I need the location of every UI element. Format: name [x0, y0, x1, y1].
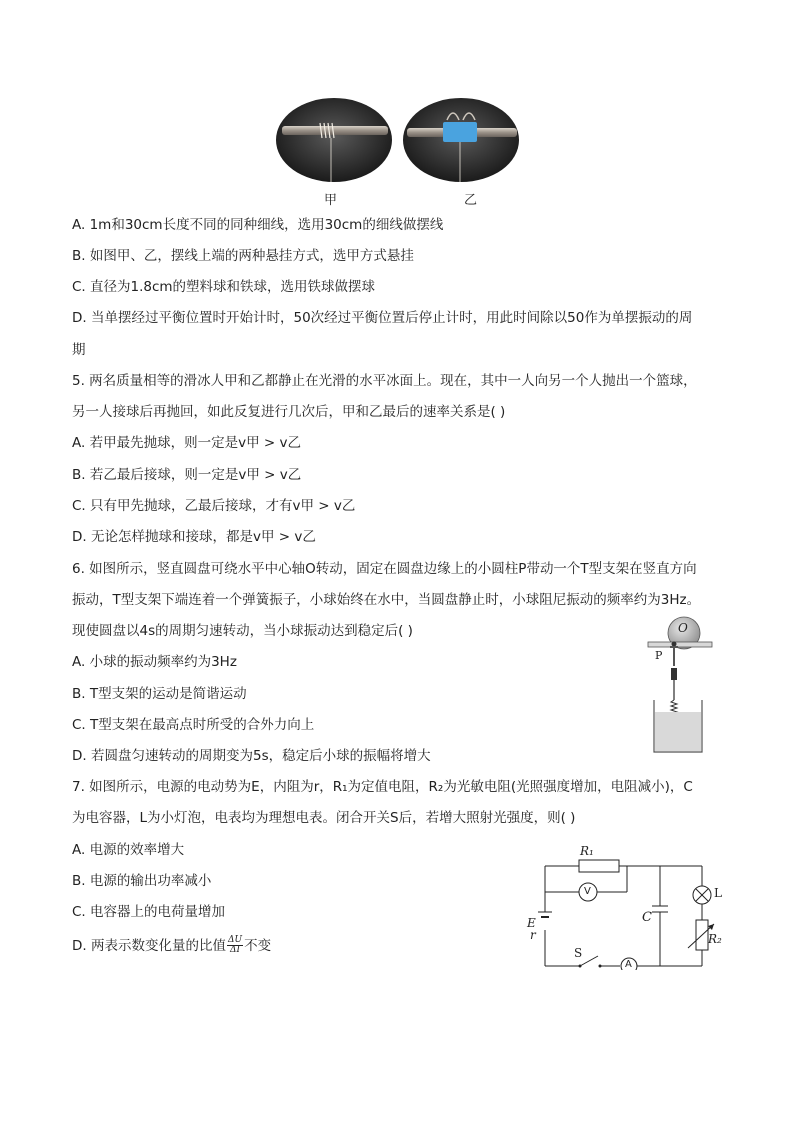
q7-circuit: [524, 844, 734, 970]
q7-stem-line2: 为电容器，L为小灯泡，电表均为理想电表。闭合开关S后，若增大照射光强度，则( ): [72, 810, 576, 826]
label-A: A: [625, 959, 632, 970]
q5-option-b: B. 若乙最后接球，则一定是v甲 > v乙: [72, 467, 302, 483]
q7-option-d: [72, 936, 271, 955]
label-V: V: [584, 886, 591, 897]
label-R2: R₂: [708, 932, 722, 946]
label-O: O: [678, 621, 688, 635]
q5-option-d: D. 无论怎样抛球和接球，都是v甲 > v乙: [72, 529, 316, 545]
q6-stem-line3: 现使圆盘以4s的周期匀速转动，当小球振动达到稳定后( ): [72, 623, 413, 639]
q6-stem-line2: 振动，T型支架下端连着一个弹簧振子，小球始终在水中，当圆盘静止时，小球阻尼振动的频率约为3Hz。: [72, 592, 701, 608]
q4-option-c: C. 直径为1.8cm的塑料球和铁球，选用铁球做摆球: [72, 279, 376, 295]
label-E: E: [527, 916, 536, 930]
q6-option-b: B. T型支架的运动是简谐运动: [72, 686, 247, 702]
support-bar: [648, 642, 712, 647]
figure-caption-yi: 乙: [464, 193, 478, 208]
q7-option-d-fraction: [227, 936, 243, 955]
label-C: C: [642, 910, 652, 925]
q7-option-d-suffix: 不变: [244, 937, 272, 954]
q5-stem-line1: 5. 两名质量相等的滑冰人甲和乙都静止在光滑的水平冰面上。现在，其中一人向另一个人抛出一个篮球，: [72, 373, 697, 389]
q5-option-a: A. 若甲最先抛球，则一定是v甲 > v乙: [72, 435, 301, 451]
q6-option-c: C. T型支架在最高点时所受的合外力向上: [72, 717, 315, 733]
q4-option-d-line2: 期: [72, 342, 86, 358]
q4-option-d-line1: D. 当单摆经过平衡位置时开始计时，50次经过平衡位置后停止计时，用此时间除以50作为单摆振动的周: [72, 310, 693, 326]
q7-option-c: C. 电容器上的电荷量增加: [72, 904, 226, 920]
q6-figure: [644, 616, 716, 756]
q7-option-d-prefix: D. 两表示数变化量的比值: [72, 937, 226, 954]
label-P: P: [655, 649, 663, 662]
figure-caption-jia: 甲: [324, 193, 338, 208]
label-R1: R₁: [580, 844, 594, 858]
figure-photo-jia: [276, 98, 392, 182]
q7-stem-line1: 7. 如图所示，电源的电动势为E，内阻为r，R₁为定值电阻，R₂为光敏电阻(光照强度增加，电阻减小)，C: [72, 779, 693, 795]
fraction-denominator: ΔI: [230, 945, 241, 955]
figure-photo-yi: [403, 98, 519, 182]
q6-option-d: D. 若圆盘匀速转动的周期变为5s，稳定后小球的振幅将增大: [72, 748, 431, 764]
q5-option-c: C. 只有甲先抛球，乙最后接球，才有v甲 > v乙: [72, 498, 356, 514]
q6-stem-line1: 6. 如图所示，竖直圆盘可绕水平中心轴O转动，固定在圆盘边缘上的小圆柱P带动一个T型支架在竖直方向: [72, 561, 697, 577]
fraction-numerator: ΔU: [227, 935, 243, 945]
label-L: L: [714, 886, 722, 900]
label-S: S: [574, 946, 583, 960]
q7-option-b: B. 电源的输出功率减小: [72, 873, 212, 889]
resistor-R1: [579, 860, 619, 872]
q4-option-a: A. 1m和30cm长度不同的同种细线，选用30cm的细线做摆线: [72, 217, 444, 233]
q5-stem-line2: 另一人接球后再抛回，如此反复进行几次后，甲和乙最后的速率关系是( ): [72, 404, 506, 420]
q6-option-a: A. 小球的振动频率约为3Hz: [72, 654, 237, 670]
label-r: r: [530, 928, 536, 942]
q4-option-b: B. 如图甲、乙，摆线上端的两种悬挂方式，选甲方式悬挂: [72, 248, 414, 264]
q7-option-a: A. 电源的效率增大: [72, 842, 185, 858]
